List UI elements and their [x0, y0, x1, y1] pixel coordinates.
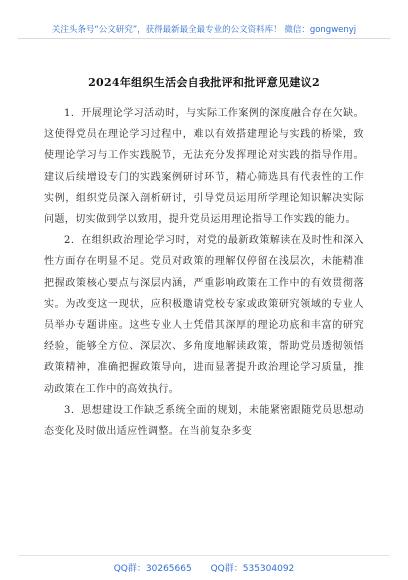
- paragraph-2: 2．在组织政治理论学习时，对党的最新政策解读在及时性和深入性方面存在明显不足。党员对政策的理解仅停留在浅层次，未能精准把握政策核心要点与深层内涵，严重影响政策在工作中的有效贯彻落实。为改变这一现状，应积极邀请党校专家或政策研究领域的专业人员举办专题讲座。这些专业人士凭借其深厚的理论功底和丰富的研究经验，能够全方位、深层次、多角度地解读政策，帮助党员透彻领悟政策精神，准确把握政策导向，进而显著提升政治理论学习质量，推动政策在工作中的高效执行。: [44, 235, 364, 395]
- page-header: [0, 0, 408, 40]
- paragraph-1: 1．开展理论学习活动时，与实际工作案例的深度融合存在欠缺。这使得党员在理论学习过程中，难以有效搭建理论与实践的桥梁，致使理论学习与工作实践脱节，无法充分发挥理论对实践的指导作用。建议后续增设专门的实践案例研讨环节，精心筛选具有代表性的工作实例，组织党员深入剖析研讨，引导党员运用所学理论知识解决实际问题，切实做到学以致用，提升党员运用理论指导工作实践的能力。: [44, 108, 364, 226]
- footer-qq-group-1: QQ群：30265665: [113, 564, 192, 574]
- document-body: [44, 103, 364, 442]
- header-notice: 关注头条号“公文研究”，获得最新最全最专业的公文资料库！ 微信：gongwenyj: [51, 25, 357, 35]
- footer-qq-group-2: QQ群：535304092: [210, 564, 295, 574]
- page-footer: [0, 561, 408, 574]
- header-divider: [18, 38, 390, 39]
- paragraph-3: 3．思想建设工作缺乏系统全面的规划，未能紧密跟随党员思想动态变化及时做出适应性调整。在当前复杂多变: [44, 404, 364, 438]
- document-title: 2024年组织生活会自我批评和批评意见建议2: [88, 76, 320, 89]
- footer-divider: [18, 555, 390, 556]
